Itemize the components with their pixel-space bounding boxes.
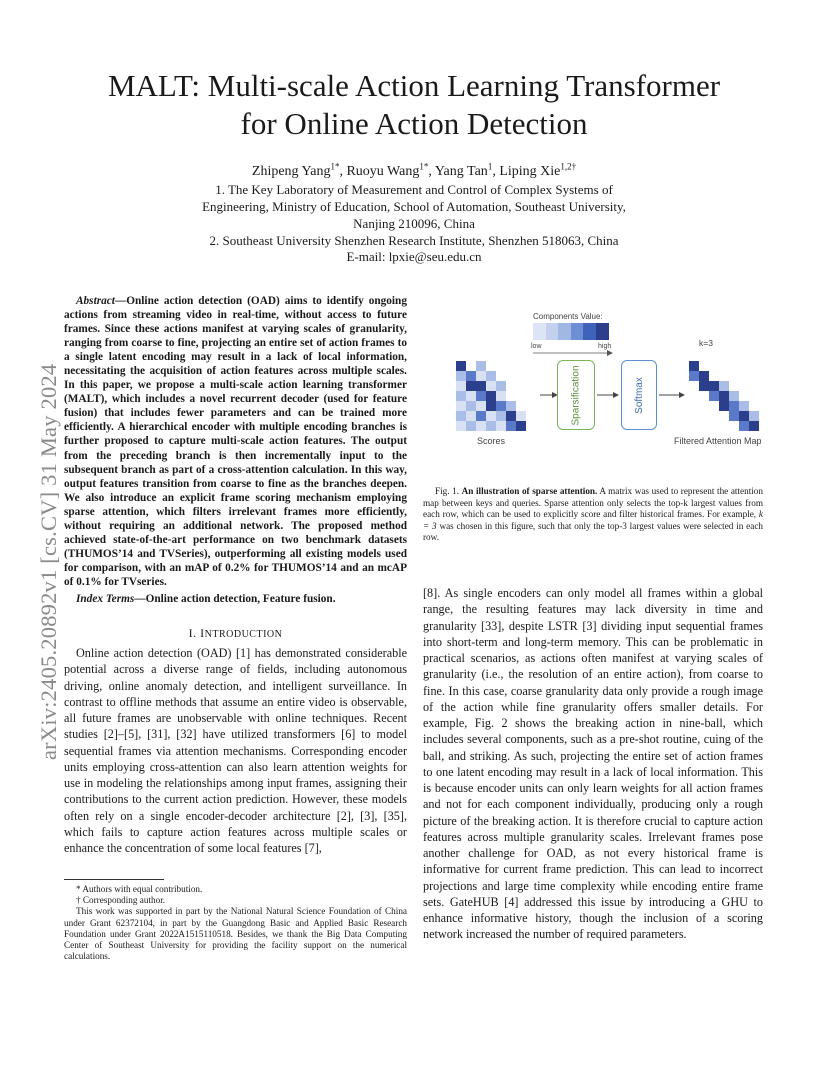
matrix-cell [476,411,486,421]
title-line-2: for Online Action Detection [240,106,588,141]
colorbar-swatch [533,323,546,340]
matrix-cell [466,411,476,421]
matrix-cell [466,371,476,381]
affiliation-1-line-1: 1. The Key Laboratory of Measurement and Control of Complex Systems of [215,182,613,197]
arrow-to-filtered [659,391,685,399]
matrix-cell [689,361,699,371]
footnote-rule [64,879,164,880]
matrix-cell [476,361,486,371]
matrix-cell [456,381,466,391]
matrix-cell [486,391,496,401]
affiliation-1-line-2: Engineering, Ministry of Education, School of Automation, Southeast University, [202,199,626,214]
arrow-to-sparsification [540,391,558,399]
matrix-cell [476,391,486,401]
matrix-cell [516,421,526,431]
matrix-cell [496,381,506,391]
abstract-text: —Online action detection (OAD) aims to identify ongoing actions from streaming video in real-time, without access to future frames. Since these actions manifest at varying scales of granularity, ranging from coarse to fine, projecting an entire set of action frames to a single latent encoding may result in a lack of local information, necessitating the acquisition of action features across multiple scales. In this paper, we propose a multi-scale action learning transformer (MALT), which includes a novel recurrent decoder (used for feature fusion) that includes fewer parameters and can be trained more efficiently. A hierarchical encoder with multiple encoding branches is further proposed to capture multi-scale action features. The output from the preceding branch is then incrementally input to the subsequent branch as part of a cross-attention calculation. In this way, output features transition from coarse to fine as the branches deepen. We also introduce an explicit frame scoring mechanism employing sparse attention, which filters irrelevant frames more efficiently, without requiring an additional network. The proposed method achieved state-of-the-art performance on two benchmark datasets (THUMOS’14 and TVSeries), outperforming all existing models used for comparison, with an mAP of 0.2% for THUMOS’14 and an mcAP of 0.1% for TVseries. [64,295,407,588]
matrix-cell [709,391,719,401]
paper-title [60,67,768,143]
arxiv-identifier: arXiv:2405.20892v1 [cs.CV] 31 May 2024 [36,363,61,760]
figure-caption: Fig. 1. An illustration of sparse attention. A matrix was used to represent the attention map between keys and queries. Sparse attention only selects the top-k largest values from each row, which can be used to explicitly score and filter historical frames. For example, k = 3 was chosen in this figure, such that only the top-3 largest values were selected in each row. [423,486,763,543]
matrix-cell [476,381,486,391]
index-terms [64,592,407,606]
caption-title: An illustration of sparse attention. [461,486,598,496]
matrix-cell [729,391,739,401]
colorbar-swatch [546,323,559,340]
matrix-cell [739,401,749,411]
low-label: low [531,343,542,350]
filtered-attention-map [689,361,769,431]
arrow-to-softmax [597,391,619,399]
affiliation-1-line-3: Nanjing 210096, China [353,216,475,231]
matrix-cell [749,421,759,431]
colorbar-swatch [558,323,571,340]
scores-label: Scores [477,436,506,446]
matrix-cell [456,411,466,421]
matrix-cell [689,371,699,381]
matrix-cell [456,421,466,431]
matrix-cell [496,401,506,411]
matrix-cell [506,401,516,411]
matrix-cell [719,381,729,391]
abstract-lead: Abstract [76,295,115,307]
matrix-cell [466,401,476,411]
matrix-cell [486,421,496,431]
matrix-cell [496,391,506,401]
footnote-funding: This work was supported in part by the National Natural Science Foundation of China under Grant 62372104, in part by the Guangdong Basic and Applied Basic Research Foundation under Grant 2022A1515110518. Besides, we thank the Big Data Computing Center of Southeast University for providing the facility support on the numerical calculations. [64,906,407,962]
colorbar-swatch [583,323,596,340]
softmax-label: Softmax [633,376,645,414]
colorbar [533,323,609,340]
matrix-cell [486,401,496,411]
colorbar-swatch [596,323,609,340]
filtered-label: Filtered Attention Map [674,436,762,446]
matrix-cell [506,421,516,431]
softmax-box [621,360,657,430]
figure-sparse-attention [423,305,773,455]
matrix-cell [729,411,739,421]
intro-paragraph-left: Online action detection (OAD) [1] has demonstrated considerable potential across a diverse range of fields, including autonomous driving, online anomaly detection, and intelligent surveillance. In contrast to offline methods that assume an entire video is observable, all future frames are unobservable with online techniques. Recent studies [2]–[5], [31], [32] have utilized transformers [6] to model sequential frames via attention mechanisms. Corresponding encoder units employing cross-attention can also learn attention weights for use in modeling the relationships among input frames, assigning their contributions to the current action prediction. However, these models often rely on a single encoder-decoder architecture [2], [3], [35], which fails to capture action features across multiple scales or enhance the concentration of some local features [7], [64,646,407,855]
matrix-cell [466,391,476,401]
colorbar-arrow [533,350,613,356]
matrix-cell [496,411,506,421]
matrix-cell [466,421,476,431]
matrix-cell [476,421,486,431]
index-terms-text: —Online action detection, Feature fusion. [134,593,336,605]
matrix-cell [719,391,729,401]
title-line-1: MALT: Multi-scale Action Learning Transformer [107,68,721,103]
matrix-cell [749,411,759,421]
colorbar-swatch [571,323,584,340]
matrix-cell [506,411,516,421]
matrix-cell [456,391,466,401]
matrix-cell [486,411,496,421]
scores-matrix [456,361,536,431]
matrix-cell [476,371,486,381]
matrix-cell [466,381,476,391]
matrix-cell [709,381,719,391]
matrix-cell [476,401,486,411]
matrix-cell [739,411,749,421]
matrix-cell [719,401,729,411]
matrix-cell [729,401,739,411]
matrix-cell [456,371,466,381]
footnote-corresponding: † Corresponding author. [76,895,166,906]
matrix-cell [486,381,496,391]
footnotes [64,884,407,962]
matrix-cell [516,411,526,421]
section-heading: I. INTRODUCTION [188,626,283,640]
matrix-cell [699,381,709,391]
abstract [64,294,407,589]
components-label: Components Value: [533,312,603,321]
contact-email: E-mail: lpxie@seu.edu.cn [346,249,482,264]
matrix-cell [486,371,496,381]
matrix-cell [496,421,506,431]
affiliation-2: 2. Southeast University Shenzhen Research Institute, Shenzhen 518063, China [209,233,619,248]
high-label: high [598,343,612,350]
author-list: Zhipeng Yang$^{1*}$, Ruoyu Wang$^{1*}$, Yang Tan$^1$, Liping Xie$^{1,2\dagger}$ [251,161,577,179]
sparsification-label: Sparsification [570,364,582,426]
sparsification-box [557,360,595,430]
intro-paragraph-right: [8]. As single encoders can only model all frames within a global range, the resulting features may lack diversity in time and granularity [33], despite LSTR [3] dividing input sequential frames into short-term and long-term memory. This can be problematic in practical scenarios, as actions often manifest at varying scales of granularity (i.e., the resolution of an entire action), from coarse to fine. In this case, coarse granularity data only provide a rough image of the action while fine granularity offers smaller details. For example, Fig. 2 shows the breaking action in nine-ball, which includes several components, such as a pre-shot routine, cuing of the ball, and striking. As such, projecting the entire set of action frames to one latent encoding may result in a lack of local information. This is because encoder units can only learn weights for all action frames and not for each component individually, producing only a rough picture of the breaking action. It is therefore crucial to capture action features across multiple granularity scales. Irrelevant frames pose another challenge for OAD, as not every historical frame is informative for current frame prediction. This can lead to incorrect projections and large time complexity while encoding entire frame sets. GateHUB [4] addressed this issue by introducing a GHU to enhance informative history, though the inclusion of a scoring network increased the number of required parameters. [423,586,763,942]
k-label: k=3 [699,338,713,348]
matrix-cell [739,421,749,431]
matrix-cell [456,401,466,411]
matrix-cell [456,361,466,371]
matrix-cell [699,371,709,381]
footnote-equal: * Authors with equal contribution. [76,884,203,894]
index-terms-lead: Index Terms [76,593,135,605]
